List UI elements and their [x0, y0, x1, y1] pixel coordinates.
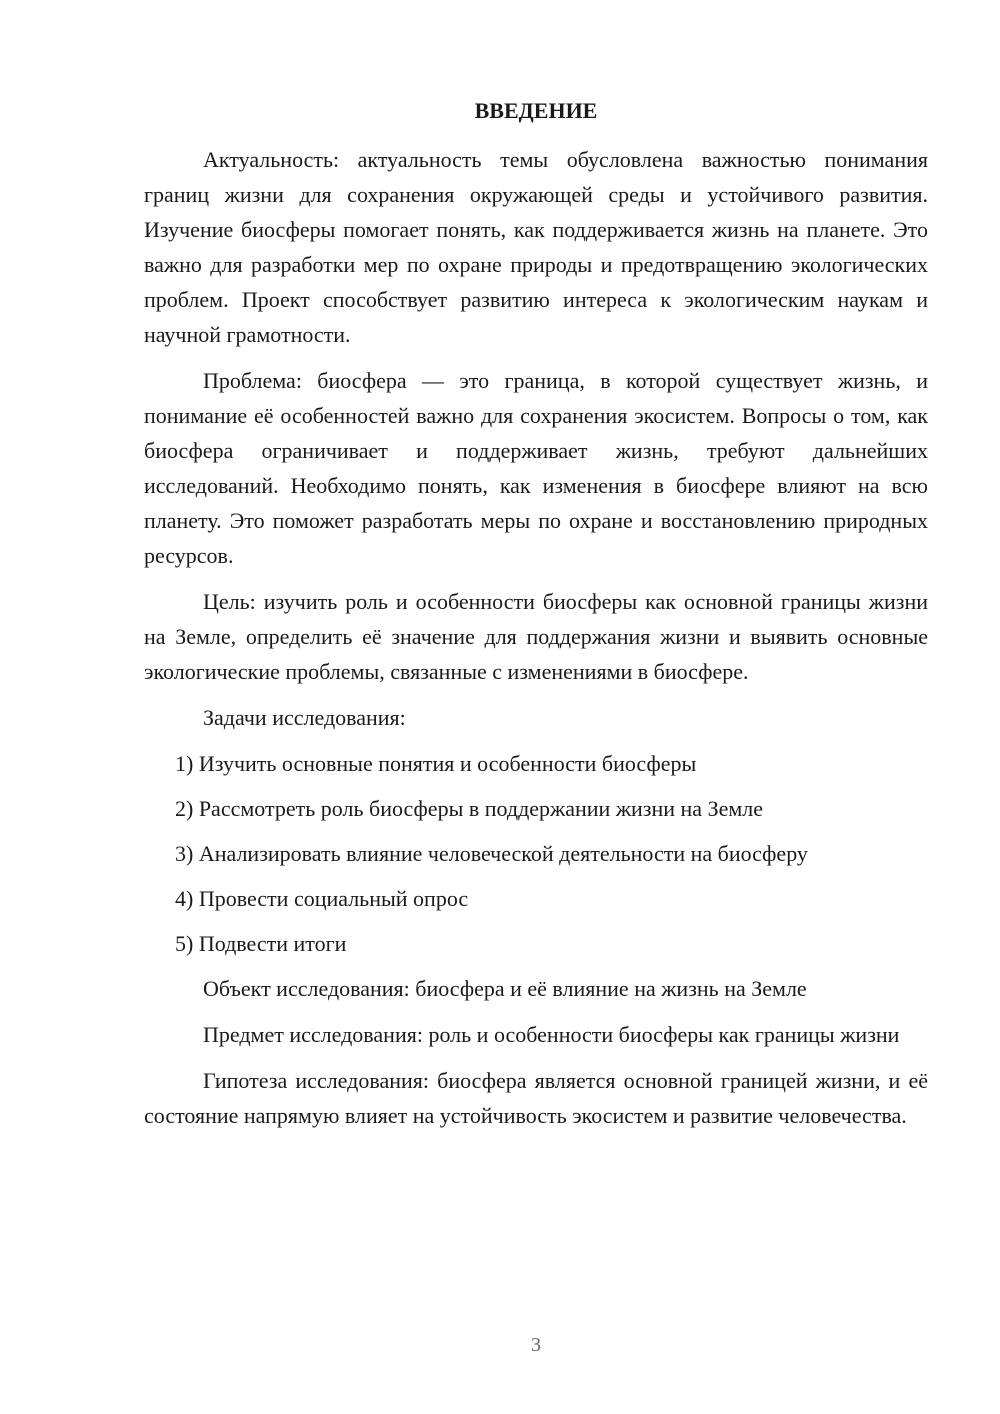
list-item: 3) Анализировать влияние человеческой деятельности на биосферу — [175, 841, 808, 866]
paragraph-goal: Цель: изучить роль и особенности биосферы как основной границы жизни на Земле, определить её значение для поддержания жизни и выявить основные экологические проблемы, связанные с изменениями в биосфере. — [144, 589, 928, 684]
list-item: 5) Подвести итоги — [175, 931, 347, 956]
list-item: 1) Изучить основные понятия и особенности биосферы — [175, 751, 697, 776]
list-item: 4) Провести социальный опрос — [175, 886, 469, 911]
tasks-heading: Задачи исследования: — [203, 705, 406, 730]
page-title: ВВЕДЕНИЕ — [474, 98, 598, 123]
paragraph-object: Объект исследования: биосфера и её влияние на жизнь на Земле — [203, 976, 807, 1001]
page-content — [144, 142, 928, 1144]
list-item: 2) Рассмотреть роль биосферы в поддержании жизни на Земле — [175, 796, 764, 821]
paragraph-subject: Предмет исследования: роль и особенности биосферы как границы жизни — [203, 1022, 900, 1047]
paragraph-relevance: Актуальность: актуальность темы обусловлена важностью понимания границ жизни для сохранения окружающей среды и устойчивого развития. Изучение биосферы помогает понять, как поддерживается жизнь на планете. Это важно для разработки мер по охране природы и предотвращению экологических проблем. Проект способствует развитию интереса к экологическим наукам и научной грамотности. — [144, 147, 928, 347]
paragraph-problem: Проблема: биосфера — это граница, в которой существует жизнь, и понимание её особенностей важно для сохранения экосистем. Вопросы о том, как биосфера ограничивает и поддерживает жизнь, требуют дальнейших исследований. Необходимо понять, как изменения в биосфере влияют на всю планету. Это поможет разработать меры по охране и восстановлению природных ресурсов. — [144, 368, 928, 568]
page-number: 3 — [531, 1334, 541, 1356]
paragraph-hypothesis: Гипотеза исследования: биосфера является основной границей жизни, и её состояние напрямую влияет на устойчивость экосистем и развитие человечества. — [144, 1068, 928, 1128]
tasks-list — [144, 746, 928, 961]
